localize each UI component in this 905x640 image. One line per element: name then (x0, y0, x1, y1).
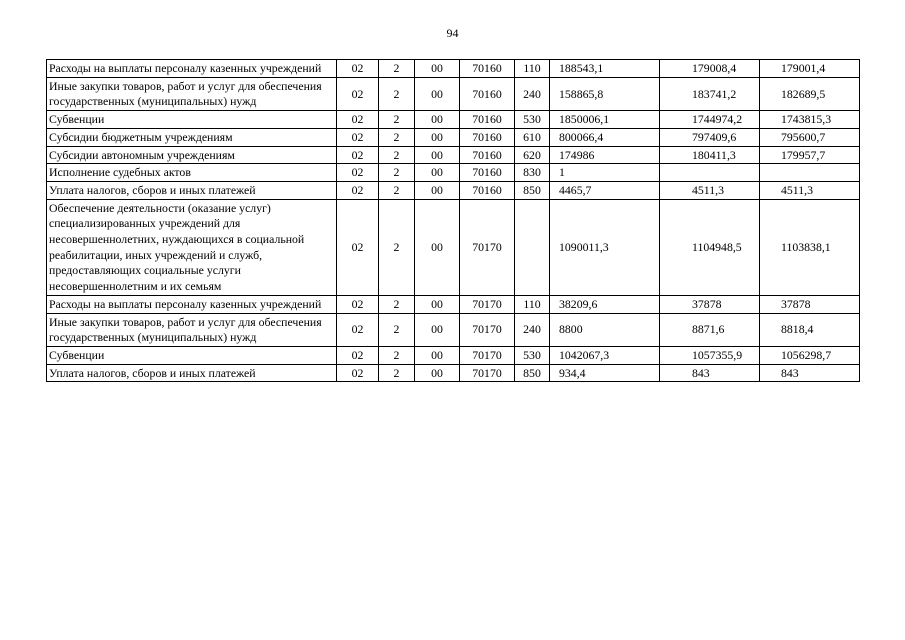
section-code: 02 (337, 346, 379, 364)
expense-code: 610 (515, 128, 550, 146)
amount-3: 795600,7 (760, 128, 860, 146)
subsection-code: 2 (379, 128, 415, 146)
amount-1: 1 (550, 164, 660, 182)
target-code: 70160 (460, 60, 515, 78)
program-code: 00 (415, 164, 460, 182)
section-code: 02 (337, 146, 379, 164)
subsection-code: 2 (379, 181, 415, 199)
section-code: 02 (337, 77, 379, 110)
table-row (47, 313, 860, 346)
amount-1: 38209,6 (550, 295, 660, 313)
row-name: Субсидии бюджетным учреждениям (47, 128, 337, 146)
program-code: 00 (415, 346, 460, 364)
program-code: 00 (415, 60, 460, 78)
subsection-code: 2 (379, 146, 415, 164)
section-code: 02 (337, 128, 379, 146)
subsection-code: 2 (379, 164, 415, 182)
page-number: 94 (446, 26, 459, 40)
table-row (47, 77, 860, 110)
expense-code (515, 199, 550, 295)
target-code: 70170 (460, 364, 515, 382)
expense-code: 110 (515, 295, 550, 313)
amount-2: 1104948,5 (660, 199, 760, 295)
expense-code: 830 (515, 164, 550, 182)
target-code: 70160 (460, 181, 515, 199)
amount-1: 800066,4 (550, 128, 660, 146)
amount-1: 188543,1 (550, 60, 660, 78)
target-code: 70160 (460, 146, 515, 164)
expense-code: 850 (515, 181, 550, 199)
table-row (47, 364, 860, 382)
table-row (47, 164, 860, 182)
program-code: 00 (415, 181, 460, 199)
table-row (47, 346, 860, 364)
expense-code: 530 (515, 111, 550, 129)
amount-2: 4511,3 (660, 181, 760, 199)
budget-table (46, 59, 860, 382)
table-body (47, 60, 860, 382)
expense-code: 530 (515, 346, 550, 364)
amount-1: 934,4 (550, 364, 660, 382)
row-name: Обеспечение деятельности (оказание услуг) специализированных учреждений для несовершеннолетних, нуждающихся в социальной реабилитации, иных учреждений и служб, предоставляющих социальные услуги несовершеннолетним и их семьям (47, 199, 337, 295)
target-code: 70160 (460, 77, 515, 110)
row-name: Субвенции (47, 346, 337, 364)
program-code: 00 (415, 364, 460, 382)
amount-1: 158865,8 (550, 77, 660, 110)
program-code: 00 (415, 111, 460, 129)
amount-2: 1057355,9 (660, 346, 760, 364)
row-name: Уплата налогов, сборов и иных платежей (47, 364, 337, 382)
expense-code: 240 (515, 313, 550, 346)
section-code: 02 (337, 164, 379, 182)
amount-2: 843 (660, 364, 760, 382)
table-row (47, 128, 860, 146)
subsection-code: 2 (379, 199, 415, 295)
amount-1: 1090011,3 (550, 199, 660, 295)
program-code: 00 (415, 146, 460, 164)
target-code: 70160 (460, 164, 515, 182)
program-code: 00 (415, 295, 460, 313)
amount-3: 1056298,7 (760, 346, 860, 364)
amount-1: 4465,7 (550, 181, 660, 199)
amount-2: 8871,6 (660, 313, 760, 346)
target-code: 70160 (460, 128, 515, 146)
target-code: 70170 (460, 295, 515, 313)
amount-3: 8818,4 (760, 313, 860, 346)
row-name: Исполнение судебных актов (47, 164, 337, 182)
section-code: 02 (337, 295, 379, 313)
amount-3: 179957,7 (760, 146, 860, 164)
section-code: 02 (337, 199, 379, 295)
amount-2 (660, 164, 760, 182)
section-code: 02 (337, 60, 379, 78)
expense-code: 620 (515, 146, 550, 164)
table-row (47, 199, 860, 295)
row-name: Уплата налогов, сборов и иных платежей (47, 181, 337, 199)
amount-3: 179001,4 (760, 60, 860, 78)
subsection-code: 2 (379, 111, 415, 129)
program-code: 00 (415, 77, 460, 110)
target-code: 70160 (460, 111, 515, 129)
subsection-code: 2 (379, 77, 415, 110)
amount-3: 1103838,1 (760, 199, 860, 295)
table-row (47, 181, 860, 199)
amount-3: 843 (760, 364, 860, 382)
amount-1: 1850006,1 (550, 111, 660, 129)
section-code: 02 (337, 364, 379, 382)
table-row (47, 295, 860, 313)
amount-1: 1042067,3 (550, 346, 660, 364)
row-name: Иные закупки товаров, работ и услуг для обеспечения государственных (муниципальных) нужд (47, 77, 337, 110)
amount-2: 180411,3 (660, 146, 760, 164)
amount-1: 8800 (550, 313, 660, 346)
row-name: Расходы на выплаты персоналу казенных учреждений (47, 295, 337, 313)
expense-code: 850 (515, 364, 550, 382)
program-code: 00 (415, 313, 460, 346)
amount-2: 1744974,2 (660, 111, 760, 129)
amount-2: 37878 (660, 295, 760, 313)
subsection-code: 2 (379, 346, 415, 364)
amount-2: 797409,6 (660, 128, 760, 146)
table-row (47, 60, 860, 78)
row-name: Иные закупки товаров, работ и услуг для обеспечения государственных (муниципальных) нужд (47, 313, 337, 346)
subsection-code: 2 (379, 295, 415, 313)
table-row (47, 111, 860, 129)
program-code: 00 (415, 199, 460, 295)
row-name: Субсидии автономным учреждениям (47, 146, 337, 164)
amount-2: 183741,2 (660, 77, 760, 110)
amount-2: 179008,4 (660, 60, 760, 78)
amount-3: 37878 (760, 295, 860, 313)
program-code: 00 (415, 128, 460, 146)
target-code: 70170 (460, 313, 515, 346)
row-name: Субвенции (47, 111, 337, 129)
expense-code: 240 (515, 77, 550, 110)
amount-3: 1743815,3 (760, 111, 860, 129)
table-row (47, 146, 860, 164)
expense-code: 110 (515, 60, 550, 78)
amount-3: 182689,5 (760, 77, 860, 110)
target-code: 70170 (460, 346, 515, 364)
subsection-code: 2 (379, 313, 415, 346)
amount-3 (760, 164, 860, 182)
subsection-code: 2 (379, 60, 415, 78)
section-code: 02 (337, 313, 379, 346)
section-code: 02 (337, 181, 379, 199)
amount-3: 4511,3 (760, 181, 860, 199)
row-name: Расходы на выплаты персоналу казенных учреждений (47, 60, 337, 78)
subsection-code: 2 (379, 364, 415, 382)
target-code: 70170 (460, 199, 515, 295)
section-code: 02 (337, 111, 379, 129)
amount-1: 174986 (550, 146, 660, 164)
